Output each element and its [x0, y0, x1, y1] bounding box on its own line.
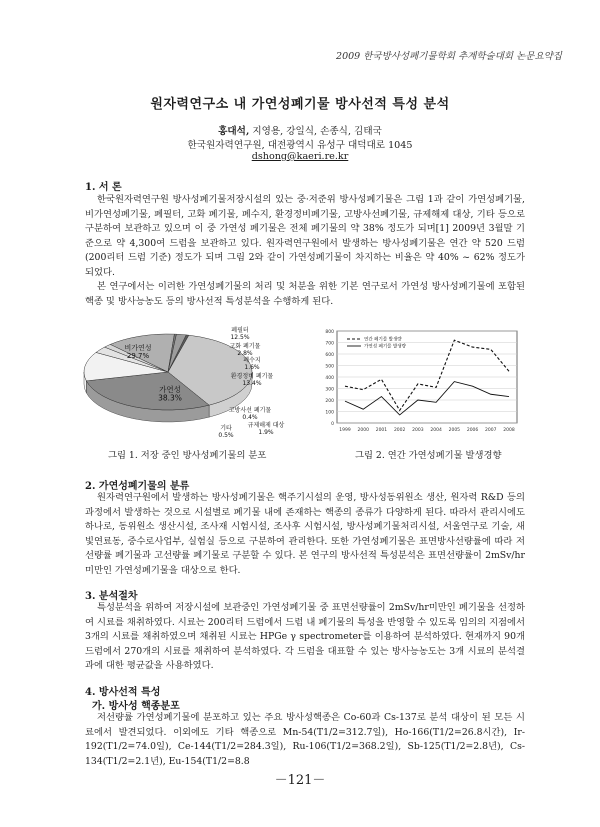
pie-label: 비가연성 29.7% — [124, 344, 152, 360]
x-tick-label: 2002 — [393, 428, 406, 433]
page-number: －121－ — [274, 773, 326, 788]
subsection-heading: 가. 방사성 핵종분포 — [92, 701, 180, 712]
section-heading-classify: 2. 가연성폐기물의 분류 — [85, 481, 190, 492]
y-tick-label: 800 — [325, 330, 334, 335]
x-tick-label: 2004 — [430, 428, 442, 433]
y-tick-label: 300 — [325, 387, 334, 393]
x-tick-label: 2003 — [412, 428, 424, 433]
y-tick-label: 700 — [325, 341, 334, 347]
pie-label: 기타 0.5% — [218, 425, 234, 439]
author-list — [0, 123, 600, 137]
x-tick-label: 1999 — [339, 428, 351, 433]
co-authors: 지영용, 강일식, 손종식, 김태국 — [249, 126, 382, 137]
lead-author: 홍대석, — [218, 126, 250, 137]
pie-label: 폐필터 12.5% — [230, 327, 250, 341]
affiliation: 한국원자력연구원, 대전광역시 유성구 대덕대로 1045 — [187, 140, 413, 151]
y-tick-label: 0 — [331, 422, 334, 427]
method-body — [85, 601, 525, 674]
line-chart — [315, 321, 525, 438]
section-heading-intro: 1. 서 론 — [85, 182, 122, 193]
intro-body — [85, 193, 525, 309]
x-tick-label: 2006 — [466, 428, 479, 433]
email-link[interactable]: dshong@kaeri.re.kr — [251, 151, 349, 162]
method-paragraph-1: 특성분석을 위하여 저장시설에 보관중인 가연성폐기물 중 표면선량률이 2mSv/hr미만인 폐기물을 선정하여 시료를 채취하였다. 시료는 200리터 드럼에서 드럼 내 폐기물의 특성을 반영할 수 있도록 임의의 지점에서 3개의 시료를 채취하였으며 채취된 시료는 HPGe γ spectrometer를 이용하여 분석하였다. 현재까지 90개 드럼에서 270개의 시료를 채취하여 분석하였다. 각 드럼을 대표할 수 있는 방사능농도는 3개 시료의 분석결과에 대한 평균값을 사용하였다. — [85, 602, 525, 671]
pie-label: 환경정비 폐기물 13.4% — [230, 373, 274, 387]
x-tick-label: 2005 — [448, 428, 461, 433]
proceedings-header: 2009 한국방사성폐기물학회 추계학술대회 논문요약집 — [336, 51, 562, 62]
char-paragraph-1: 저선량률 가연성폐기물에 분포하고 있는 주요 방사성핵종은 Co-60과 Cs-137로 분석 대상이 된 모든 시료에서 발견되었다. 이외에도 기타 핵종으로 Mn-54(T1/2=312.7일), Ho-166(T1/2=26.8시간), Ir-192(T1/2=74.0일), Ce-144(T1/2=284.3일), Ru-106(T1/2=368.2일), Sb-125(T1/2=2.8년), Cs-134(T1/2=2.1년), Eu-154(T1/2=8.8 — [85, 712, 525, 767]
pie-label: 가연성 38.3% — [158, 385, 182, 403]
pie-label: 고화 폐기물 2.8% — [229, 343, 261, 357]
x-tick-label: 2007 — [485, 428, 497, 433]
intro-paragraph-1: 한국원자력연구원 방사성폐기물저장시설의 있는 중·저준위 방사성폐기물은 그림 1과 같이 가연성폐기물, 비가연성폐기물, 폐필터, 고화 폐기물, 폐수지, 환경정비폐기물, 고방사선폐기물, 규제해제 대상, 기타 등으로 구분하여 보관하고 있으며 이 중 가연성 폐기물은 전체 폐기물의 약 38% 정도가 되며[1] 2009년 3월말 기준으로 약 4,300여 드럼을 보관하고 있다. 원자력연구원에서 발생하는 방사성폐기물은 연간 약 520 드럼(200리터 드럼 기준) 정도가 되며 그림 2와 같이 가연성폐기물이 차지하는 비율은 약 40% ~ 62% 정도가 되었다. — [85, 194, 525, 278]
section-heading-char: 4. 방사선적 특성 — [85, 687, 161, 698]
y-tick-label: 500 — [325, 364, 334, 370]
intro-paragraph-2: 본 연구에서는 이러한 가연성폐기물의 처리 및 처분을 위한 기본 연구로서 가연성 방사성폐기물에 포함된 핵종 및 방사능농도 등의 방사선적 특성분석을 수행하게 된다. — [85, 281, 525, 307]
figure-1-caption: 그림 1. 저장 중인 방사성폐기물의 분포 — [108, 450, 267, 461]
pie-chart — [80, 316, 320, 441]
y-tick-label: 400 — [325, 376, 334, 381]
x-tick-label: 2001 — [375, 428, 388, 433]
y-tick-label: 200 — [325, 399, 334, 404]
char-body — [85, 711, 525, 769]
figure-2-caption: 그림 2. 연간 가연성폐기물 발생경향 — [355, 450, 502, 461]
pie-label: 규제해제 대상 1.9% — [247, 422, 285, 436]
legend-label: 가연성 폐기물 발생량 — [364, 344, 406, 350]
y-tick-label: 600 — [325, 353, 334, 358]
paper-title: 원자력연구소 내 가연성폐기물 방사선적 특성 분석 — [150, 97, 450, 112]
pie-label: 고방사선 폐기물 0.4% — [228, 407, 272, 421]
y-tick-label: 100 — [325, 410, 334, 416]
section-heading-method: 3. 분석절차 — [85, 591, 138, 602]
pie-label: 폐수지 1.6% — [243, 357, 261, 371]
legend-label: 연간 폐기물 발생량 — [364, 337, 402, 343]
classify-paragraph-1: 원자력연구원에서 발생하는 방사성폐기물은 핵주기시설의 운영, 방사성동위원소 생산, 원자력 R&D 등의 과정에서 발생하는 것으로 시설별로 폐기물 내에 존재하는 핵종의 종류가 다양하게 된다. 따라서 관리시에도 하나로, 동위원소 생산시설, 조사재 시험시설, 조사후 시험시설, 방사성폐기물처리시설, 서울연구로 기술, 새빛연료동, 중수로사업부, 실험실 등으로 구분하여 관리한다. 또한 가연성폐기물은 표면방사선량률에 따라 저선량률 폐기물과 고선량률 폐기물로 구분할 수 있다. 본 연구의 방사선적 특성분석은 표면선량률이 2mSv/hr미만인 가연성폐기물을 대상으로 한다. — [85, 492, 525, 576]
x-tick-label: 2008 — [503, 428, 515, 433]
classify-body — [85, 491, 525, 578]
x-tick-label: 2000 — [357, 428, 369, 433]
